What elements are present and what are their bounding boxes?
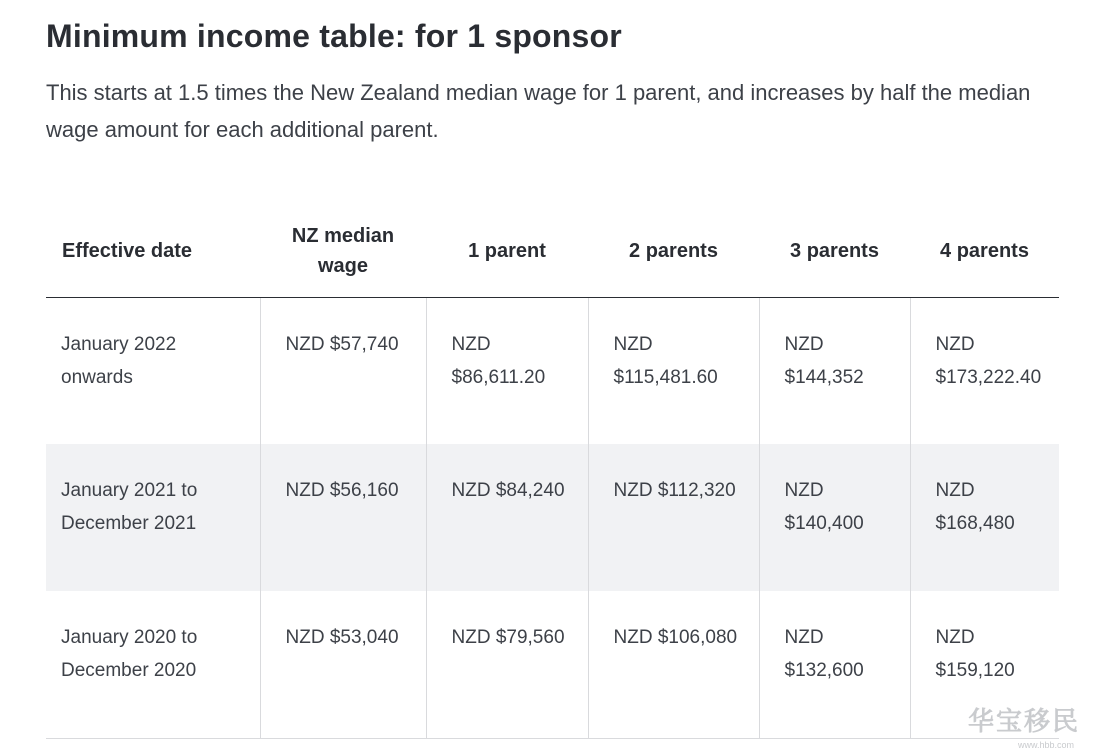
cell-median-wage: NZD $57,740 [260, 297, 426, 444]
page-title: Minimum income table: for 1 sponsor [46, 18, 622, 54]
cell-4-parents: NZD $168,480 [910, 444, 1059, 591]
cell-3-parents: NZD $132,600 [759, 591, 910, 738]
cell-2-parents: NZD $115,481.60 [588, 297, 759, 444]
cell-2-parents: NZD $112,320 [588, 444, 759, 591]
header-3-parents: 3 parents [759, 206, 910, 297]
table-row [46, 591, 1059, 738]
cell-1-parent: NZD $84,240 [426, 444, 588, 591]
table-header-row [46, 206, 1059, 297]
table-row [46, 444, 1059, 591]
intro-paragraph: This starts at 1.5 times the New Zealand median wage for 1 parent, and increases by half the median wage amount for each additional parent. [46, 80, 1031, 142]
watermark-logo: 华宝移民 [967, 706, 1080, 736]
cell-4-parents: NZD $159,120 [910, 591, 1059, 738]
minimum-income-table [46, 206, 1059, 739]
header-effective-date: Effective date [46, 206, 260, 297]
cell-4-parents: NZD $173,222.40 [910, 297, 1059, 444]
cell-effective-date: January 2022 onwards [61, 333, 177, 388]
header-1-parent: 1 parent [426, 206, 588, 297]
cell-median-wage: NZD $53,040 [260, 591, 426, 738]
cell-median-wage: NZD $56,160 [260, 444, 426, 591]
cell-2-parents: NZD $106,080 [588, 591, 759, 738]
cell-effective-date: January 2020 to December 2020 [46, 591, 260, 738]
header-2-parents: 2 parents [588, 206, 759, 297]
header-median-wage: NZ median wage [260, 206, 426, 297]
cell-3-parents: NZD $140,400 [759, 444, 910, 591]
header-4-parents: 4 parents [910, 206, 1059, 297]
cell-1-parent: NZD $79,560 [426, 591, 588, 738]
watermark-url: www.hbb.com [1017, 740, 1074, 750]
cell-effective-date: January 2021 to December 2021 [46, 444, 260, 591]
cell-1-parent: NZD $86,611.20 [426, 297, 588, 444]
table-row [46, 297, 1059, 444]
cell-3-parents: NZD $144,352 [759, 297, 910, 444]
